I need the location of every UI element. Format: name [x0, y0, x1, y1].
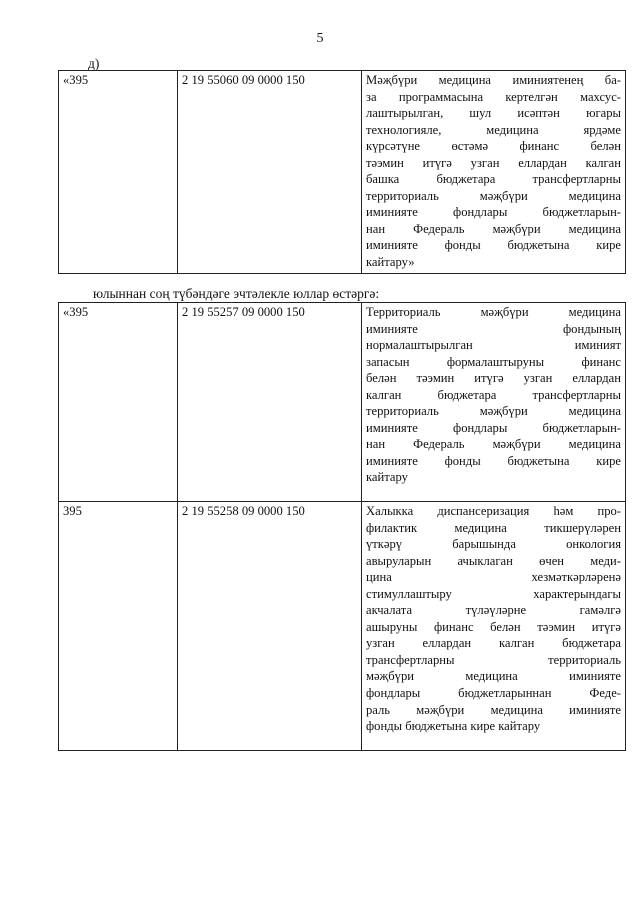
description-line: нан Федераль мәҗбүри медицина: [366, 221, 621, 236]
description-line: территориаль мәҗбүри медицина: [366, 404, 621, 419]
description-line: цина хезмәткәрләренә: [366, 570, 621, 585]
section-marker: д): [88, 56, 100, 71]
code-cell: «395: [59, 71, 178, 274]
description-line: филактик медицина тикшерүләрен: [366, 520, 621, 535]
description-line: үткәрү барышында онкология: [366, 537, 621, 552]
description-line: нан Федераль мәҗбүри медицина: [366, 437, 621, 452]
table-row: [59, 303, 626, 502]
description-line: Халыкка диспансеризация һәм про-: [366, 504, 621, 518]
description-line: акчалата түләүләрне гамәлгә: [366, 603, 621, 618]
code-cell: 395: [59, 502, 178, 751]
description-line: иминияте фондлары бюджетларын-: [366, 205, 621, 220]
description-line: ашыруны финанс белән тәэмин итүгә: [366, 619, 621, 634]
page-number: 5: [316, 31, 324, 46]
description-line: территориаль мәҗбүри медицина: [366, 188, 621, 203]
description-line: тәэмин итүгә узган еллардан калган: [366, 155, 621, 170]
description-line: кайтару»: [366, 255, 415, 270]
description-line: лаштырылган, шул исәптән югары: [366, 106, 621, 121]
description-line: иминияте фондының: [366, 321, 621, 336]
kbk-cell: 2 19 55257 09 0000 150: [178, 303, 362, 502]
table-row: [59, 71, 626, 274]
description-line: күрсәтүне өстәмә финанс белән: [366, 139, 621, 154]
description-line: иминияте фонды бюджетына кире: [366, 238, 621, 253]
table-row: [59, 502, 626, 751]
kbk-cell: 2 19 55258 09 0000 150: [178, 502, 362, 751]
intro-text: юлыннан соң түбәндәге эчтәлекле юллар өстәргә:: [93, 286, 380, 301]
description-cell: [362, 303, 626, 502]
description-line: раль мәҗбүри медицина иминияте: [366, 702, 621, 717]
description-line: стимуллаштыру характерындагы: [366, 586, 621, 601]
kbk-cell: 2 19 55060 09 0000 150: [178, 71, 362, 274]
description-line: фонды бюджетына кире кайтару: [366, 719, 541, 734]
description-line: за программасына кертелгән махсус-: [366, 89, 621, 104]
budget-code-table-before: [58, 70, 626, 274]
description-cell: [362, 502, 626, 751]
description-line: мәҗбүри медицина иминияте: [366, 669, 621, 684]
description-line: запасын формалаштыруны финанс: [366, 354, 621, 369]
description-line: технологияле, медицина ярдәме: [366, 122, 621, 137]
description-cell: [362, 71, 626, 274]
description-line: кайтару: [366, 470, 408, 485]
budget-code-table-added: [58, 302, 626, 751]
description-line: башка бюджетара трансфертларны: [366, 172, 621, 187]
description-line: Мәҗбүри медицина иминиятенең ба-: [366, 73, 621, 87]
description-line: нормалаштырылган иминият: [366, 338, 621, 353]
description-line: белән тәэмин итүгә узган еллардан: [366, 371, 621, 386]
description-line: авыруларын ачыклаган өчен меди-: [366, 553, 621, 568]
description-line: узган еллардан калган бюджетара: [366, 636, 621, 651]
description-line: трансфертларны территориаль: [366, 652, 621, 667]
description-line: иминияте фондлары бюджетларын-: [366, 420, 621, 435]
description-line: калган бюджетара трансфертларны: [366, 387, 621, 402]
description-line: Территориаль мәҗбүри медицина: [366, 305, 621, 319]
description-line: фондлары бюджетларыннан Феде-: [366, 686, 621, 701]
description-line: иминияте фонды бюджетына кире: [366, 453, 621, 468]
code-cell: «395: [59, 303, 178, 502]
